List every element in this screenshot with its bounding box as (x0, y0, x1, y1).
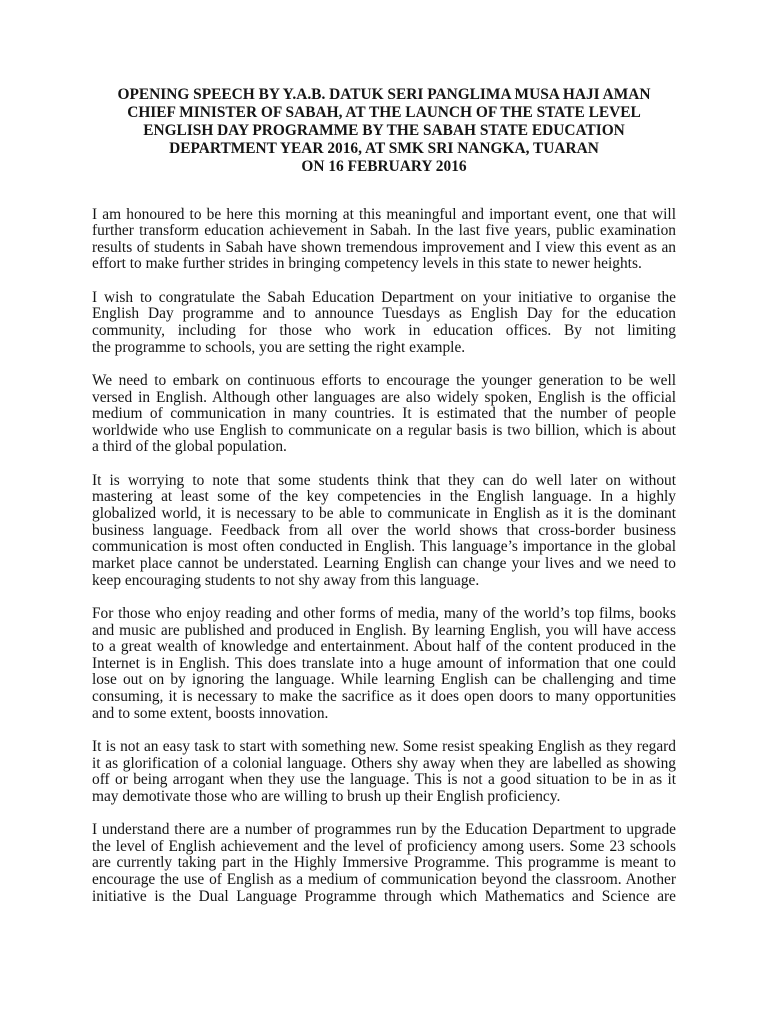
title-line: ON 16 FEBRUARY 2016 (301, 158, 467, 175)
paragraph-line: the level of English achievement and the level of proficiency among users. Some 23 schools (92, 838, 676, 855)
paragraph-line: encourage the use of English as a medium of communication beyond the classroom. Another (92, 872, 676, 889)
title-line: DEPARTMENT YEAR 2016, AT SMK SRI NANGKA, TUARAN (169, 140, 599, 157)
paragraph-line: medium of communication in many countries. It is estimated that the number of people (92, 406, 676, 423)
paragraph-line: the programme to schools, you are setting the right example. (92, 339, 466, 356)
paragraph-2 (92, 290, 676, 357)
paragraph-line: lose out on by ignoring the language. While learning English can be challenging and time (92, 672, 676, 689)
paragraph-line: are currently taking part in the Highly Immersive Programme. This programme is meant to (92, 855, 676, 872)
title-line: CHIEF MINISTER OF SABAH, AT THE LAUNCH OF THE STATE LEVEL (127, 104, 641, 121)
paragraph-line: it as glorification of a colonial language. Others shy away when they are labelled as showing (92, 755, 676, 772)
paragraph-6 (92, 739, 676, 806)
title-line: OPENING SPEECH BY Y.A.B. DATUK SERI PANGLIMA MUSA HAJI AMAN (117, 86, 651, 103)
paragraph-line: It is not an easy task to start with something new. Some resist speaking English as they regard (92, 739, 676, 755)
paragraph-line: For those who enjoy reading and other forms of media, many of the world’s top films, books (92, 605, 676, 622)
paragraph-line: keep encouraging students to not shy away from this language. (92, 572, 480, 589)
paragraph-line: communication is most often conducted in English. This language’s importance in the global (92, 539, 676, 556)
paragraph-line: worldwide who use English to communicate on a regular basis is two billion, which is about (92, 422, 676, 439)
paragraph-line: results of students in Sabah have shown tremendous improvement and I view this event as an (92, 239, 676, 256)
paragraph-line: consuming, it is necessary to make the sacrifice as it does open doors to many opportunities (92, 689, 676, 706)
paragraph-3 (92, 373, 676, 456)
paragraph-line: to a great wealth of knowledge and entertainment. About half of the content produced in the (92, 639, 676, 656)
paragraph-4 (92, 473, 676, 589)
paragraph-line: community, including for those who work in education offices. By not limiting (92, 322, 676, 339)
paragraph-line: mastering at least some of the key competencies in the English language. In a highly (92, 489, 676, 506)
paragraph-line: initiative is the Dual Language Programme through which Mathematics and Science are (92, 888, 676, 905)
paragraph-line: I wish to congratulate the Sabah Education Department on your initiative to organise the (92, 289, 676, 306)
paragraph-line: It is worrying to note that some students think that they can do well later on without (92, 472, 676, 489)
paragraph-line: business language. Feedback from all over the world shows that cross-border business (92, 522, 676, 539)
paragraph-line: effort to make further strides in bringing competency levels in this state to newer heights. (92, 256, 642, 273)
paragraph-line: and to some extent, boosts innovation. (92, 705, 329, 722)
paragraph-7 (92, 822, 676, 905)
paragraph-line: off or being arrogant when they use the language. This is not a good situation to be in as it (92, 772, 676, 789)
paragraph-line: versed in English. Although other languages are also widely spoken, English is the official (92, 389, 676, 406)
paragraph-line: English Day programme and to announce Tuesdays as English Day for the education (92, 306, 676, 323)
speech-title (0, 86, 768, 176)
paragraph-1 (92, 207, 676, 274)
title-line: ENGLISH DAY PROGRAMME BY THE SABAH STATE EDUCATION (143, 122, 625, 139)
paragraph-line: I understand there are a number of programmes run by the Education Department to upgrade (92, 822, 676, 839)
paragraph-line: globalized world, it is necessary to be able to communicate in English as it is the dominant (92, 506, 676, 523)
paragraph-line: We need to embark on continuous efforts to encourage the younger generation to be well (92, 372, 676, 389)
paragraph-line: a third of the global population. (92, 439, 287, 456)
paragraph-line: and music are published and produced in English. By learning English, you will have access (92, 622, 676, 639)
paragraph-5 (92, 606, 676, 722)
speech-body (92, 207, 676, 923)
paragraph-line: market place cannot be understated. Learning English can change your lives and we need to (92, 555, 676, 572)
paragraph-line: further transform education achievement in Sabah. In the last five years, public examination (92, 223, 676, 240)
paragraph-line: may demotivate those who are willing to brush up their English proficiency. (92, 788, 561, 805)
paragraph-line: I am honoured to be here this morning at this meaningful and important event, one that will (92, 206, 676, 223)
paragraph-line: Internet is in English. This does translate into a huge amount of information that one could (92, 655, 676, 672)
